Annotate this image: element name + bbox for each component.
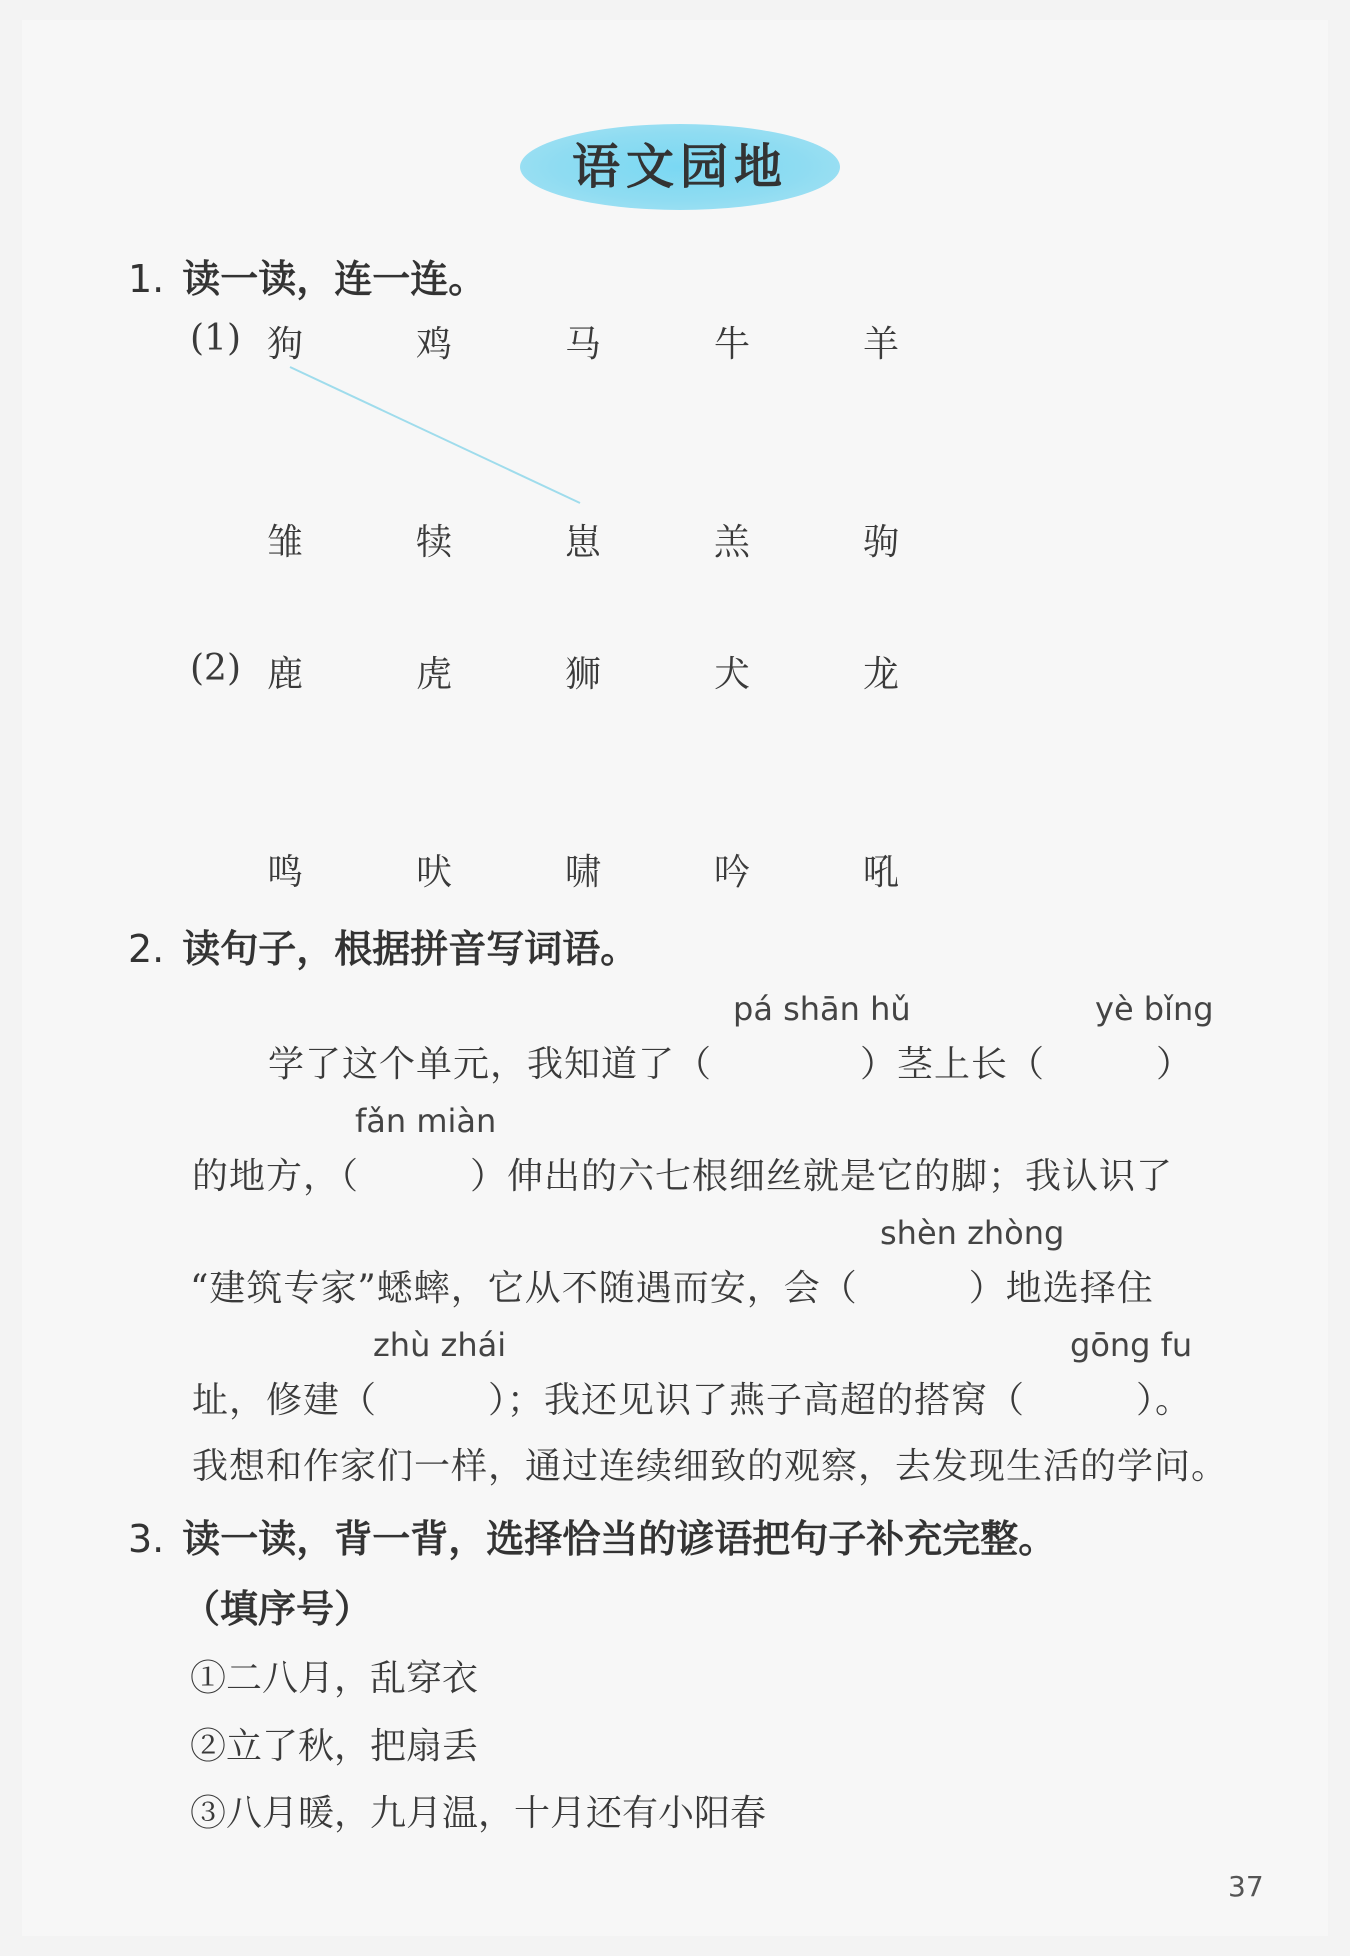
sound-char[interactable]: 鸣: [266, 852, 303, 893]
sentence-line: 学了这个单元，我知道了（ ）茎上长（ ）: [268, 1044, 1194, 1085]
question-3: [128, 1508, 1056, 1563]
sentence-line: 的地方，（ ）伸出的六七根细丝就是它的脚；我认识了: [192, 1156, 1174, 1197]
young-animal-char[interactable]: 崽: [564, 522, 601, 563]
young-animal-char[interactable]: 驹: [862, 522, 899, 563]
question-3-number: 3.: [128, 1517, 165, 1561]
young-animal-char[interactable]: 犊: [415, 522, 452, 563]
sound-char[interactable]: 啸: [564, 852, 601, 893]
sound-char[interactable]: 吟: [713, 852, 750, 893]
animal-char[interactable]: 狮: [564, 654, 601, 695]
sentence-line: 址，修建（ ）；我还见识了燕子高超的搭窝（ ）。: [192, 1380, 1193, 1421]
sound-char[interactable]: 吠: [415, 852, 452, 893]
animal-char[interactable]: 羊: [862, 324, 899, 365]
proverb-option: ②立了秋，把扇丢: [190, 1726, 479, 1767]
animal-char[interactable]: 马: [564, 324, 601, 365]
question-3-text: 读一读，背一背，选择恰当的谚语把句子补充完整。: [182, 1516, 1057, 1561]
question-2: [128, 918, 638, 973]
young-animal-char[interactable]: 雏: [266, 522, 303, 563]
part-2-label: (2): [190, 648, 241, 689]
question-2-text: 读句子，根据拼音写词语。: [182, 926, 639, 971]
animal-char[interactable]: 鹿: [266, 654, 303, 695]
pinyin-hint: yè bǐng: [1095, 990, 1214, 1028]
part-1-label: (1): [190, 318, 241, 359]
question-3-note: （填序号）: [182, 1586, 373, 1631]
sound-char[interactable]: 吼: [862, 852, 899, 893]
sentence-line: “建筑专家”蟋蟀，它从不随遇而安，会（ ）地选择住: [190, 1268, 1154, 1309]
pinyin-hint: shèn zhòng: [880, 1214, 1065, 1252]
animal-char[interactable]: 狗: [266, 324, 303, 365]
question-2-number: 2.: [128, 927, 165, 971]
animal-char[interactable]: 鸡: [415, 324, 452, 365]
pinyin-hint: zhù zhái: [373, 1326, 507, 1364]
animal-char[interactable]: 牛: [713, 324, 750, 365]
animal-char[interactable]: 犬: [713, 654, 750, 695]
question-1-text: 读一读，连一连。: [182, 256, 487, 301]
pinyin-hint: pá shān hǔ: [733, 990, 911, 1028]
animal-char[interactable]: 龙: [862, 654, 899, 695]
title-text: 语文园地: [571, 139, 788, 195]
page-number: 37: [1228, 1870, 1264, 1903]
proverb-option: ③八月暖，九月温，十月还有小阳春: [190, 1793, 767, 1834]
proverb-option: ①二八月，乱穿衣: [190, 1658, 479, 1699]
young-animal-char[interactable]: 羔: [713, 522, 750, 563]
pinyin-hint: fǎn miàn: [355, 1102, 497, 1140]
question-1-number: 1.: [128, 257, 165, 301]
sentence-line: 我想和作家们一样，通过连续细致的观察，去发现生活的学问。: [192, 1446, 1229, 1487]
pinyin-hint: gōng fu: [1070, 1326, 1193, 1364]
animal-char[interactable]: 虎: [415, 654, 452, 695]
